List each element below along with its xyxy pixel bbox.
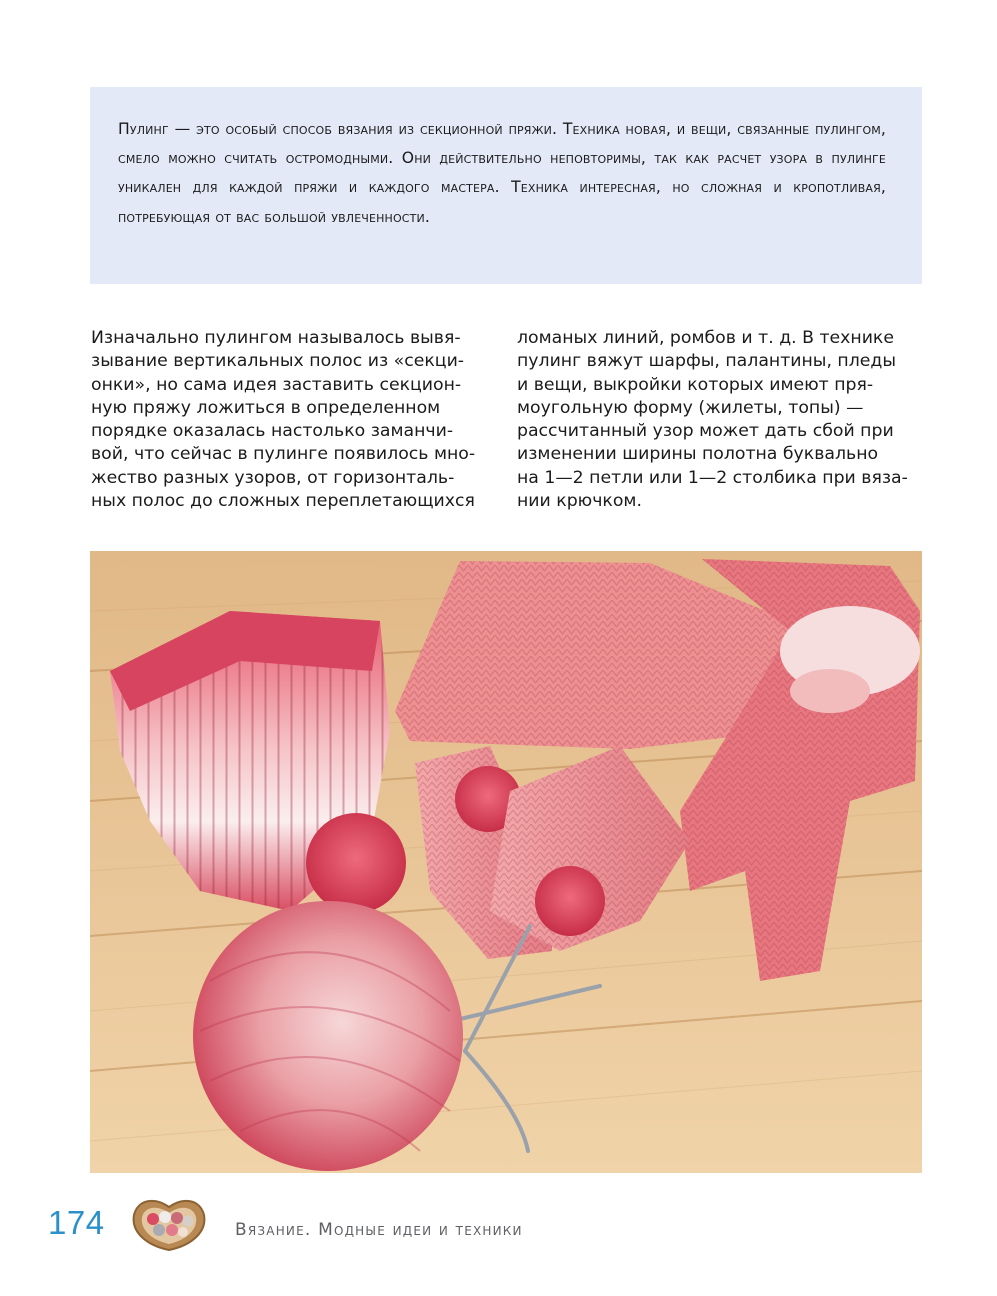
body-line: порядке оказалась настолько заманчи- xyxy=(91,421,454,442)
body-line: ную пряжу ложиться в определенном xyxy=(91,397,441,418)
body-line: рассчитанный узор может дать сбой при xyxy=(517,421,894,442)
body-line: моугольную форму (жилеты, топы) — xyxy=(517,397,864,418)
body-column-right xyxy=(517,327,921,513)
yarn-basket-icon xyxy=(129,1195,209,1253)
body-column-left xyxy=(91,327,495,513)
intro-box xyxy=(90,87,922,284)
body-line: нии крючком. xyxy=(517,491,642,512)
body-line: на 1—2 петли или 1—2 столбика при вяза- xyxy=(517,467,908,488)
body-line: жество разных узоров, от горизонталь- xyxy=(91,467,455,488)
body-line: ломаных линий, ромбов и т. д. В технике xyxy=(517,328,895,348)
body-line: онки», но сама идея заставить секцион- xyxy=(91,374,462,395)
body-line: зывание вертикальных полос из «секци- xyxy=(91,351,465,372)
body-line: и вещи, выкройки которых имеют пря- xyxy=(517,374,874,395)
page-number: 174 xyxy=(48,1204,105,1241)
body-line: Изначально пулингом называлось вывя- xyxy=(91,328,461,348)
body-line: ных полос до сложных переплетающихся xyxy=(91,491,475,512)
knitting-photo xyxy=(90,551,922,1173)
body-line: изменении ширины полотна буквально xyxy=(517,444,879,465)
intro-text: Пулинг — это особый способ вязания из секционной пряжи. Техника новая, и вещи, связанные пулингом, смело можно считать остромодными. Они действительно неповторимы, так как расчет узора в пулинге уникален для каждой пряжи и каждого мастера. Техника интересная, но сложная и кропотливая, потребующая от вас большой увлеченности. xyxy=(118,120,886,226)
body-line: пулинг вяжут шарфы, палантины, пледы xyxy=(517,351,897,372)
book-title: Вязание. Модные идеи и техники xyxy=(235,1220,523,1240)
body-line: вой, что сейчас в пулинге появилось мно- xyxy=(91,444,476,465)
